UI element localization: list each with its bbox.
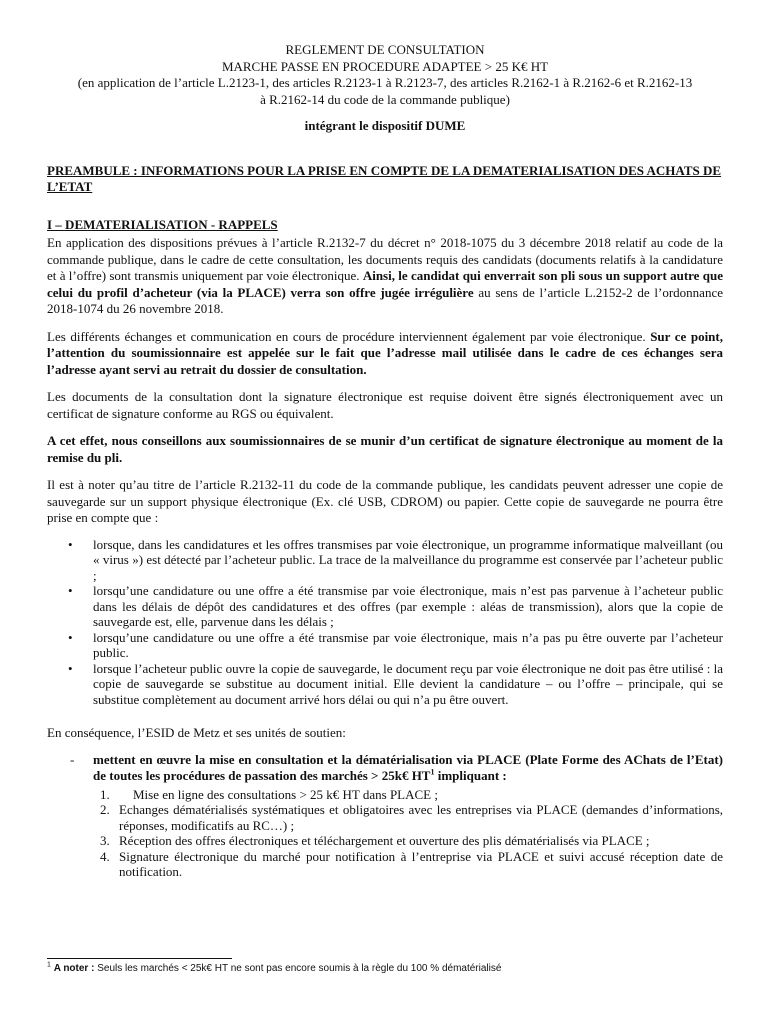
step-text: Réception des offres électroniques et téléchargement et ouverture des plis dématérialisés via PLACE ;	[119, 833, 650, 848]
footnote-divider	[47, 958, 232, 959]
header-legal-reference: (en application de l’article L.2123-1, des articles R.2123-1 à R.2123-7, des articles R.2162-1 à R.2162-6 et R.2162-13	[77, 75, 693, 90]
header-subtitle: MARCHE PASSE EN PROCEDURE ADAPTEE > 25 K€ HT	[221, 58, 549, 74]
step-item	[100, 786, 723, 803]
dash-list-item-bold: mettent en œuvre la mise en consultation et la dématérialisation via PLACE (Plate Forme des AChats de l’Etat) de toutes les procédures de passation des marchés > 25k€ HT	[93, 751, 723, 783]
list-item-text: lorsque l’acheteur public ouvre la copie de sauvegarde, le document reçu par voie électronique ne doit pas être utilisé : la copie de sauvegarde se substitue au document initial. Elle devient la candidature – ou l’offre – principale, qui se substitue complètement au document arrivé hors délai ou qui n’a pu être ouvert.	[93, 660, 723, 707]
step-number: 3.	[100, 833, 110, 848]
paragraph-certificate-advice	[47, 433, 723, 466]
step-text: Mise en ligne des consultations > 25 k€ HT dans PLACE ;	[133, 786, 438, 802]
footnote	[47, 963, 501, 975]
bullet-icon: •	[68, 629, 73, 645]
paragraph-exchanges-text: Les différents échanges et communication en cours de procédure interviennent également par voie électronique.	[47, 328, 651, 344]
step-item	[100, 848, 723, 880]
footnote-reference: 1	[430, 767, 435, 777]
header-legal-reference-cont: à R.2162-14 du code de la commande publique)	[260, 91, 510, 107]
step-item	[100, 833, 723, 849]
paragraph-decree-tail: au sens de l’article L.2152-2 de l’ordonnance 2018-1074 du 26 novembre 2018.	[47, 284, 723, 316]
bullet-icon: •	[68, 536, 73, 552]
section-title: I – DEMATERIALISATION - RAPPELS	[47, 216, 278, 232]
header-dume: intégrant le dispositif DUME	[304, 118, 466, 133]
document-header	[47, 42, 723, 135]
list-item-text: lorsqu’une candidature ou une offre a été transmise par voie électronique, mais n’a pas pu être ouverte par l’acheteur public.	[93, 629, 723, 660]
paragraph-decree	[47, 235, 723, 318]
footnote-label: A noter :	[53, 963, 95, 974]
footnote-number: 1	[47, 961, 51, 969]
dash-list-item	[47, 752, 723, 785]
paragraph-exchanges-bold: Sur ce point, l’attention du soumissionnaire est appelée sur le fait que l’adresse mail utilisée dans le cadre de ces échanges sera l’adresse ayant servi au retrait du dossier de consultation.	[47, 328, 723, 377]
bullet-icon: •	[68, 583, 73, 598]
list-item-text: lorsqu’une candidature ou une offre a été transmise par voie électronique, mais n’est pas parvenue à l’acheteur public dans les délais de dépôt des candidatures et des offres (par exemple : aléas de transmission), alors que la copie de sauvegarde est, elle, parvenue dans les délais ;	[93, 583, 723, 629]
paragraph-consequence: En conséquence, l’ESID de Metz et ses unités de soutien:	[47, 725, 346, 740]
bullet-icon: •	[68, 660, 73, 676]
paragraph-decree-text: En application des dispositions prévues à l’article R.2132-7 du décret n° 2018-1075 du 3 décembre 2018 relatif au code de la commande publique, dans le cadre de cette consultation, les documents requis des candidats (documents relatifs à la candidature et à l’offre) sont transmis uniquement par voie électronique.	[47, 235, 723, 283]
step-item	[100, 802, 723, 833]
step-number: 2.	[100, 802, 110, 817]
paragraph-exchanges	[47, 329, 723, 379]
list-item	[68, 583, 723, 630]
list-item	[68, 629, 723, 661]
backup-conditions-list	[47, 537, 723, 708]
dash-list-item-tail: impliquant :	[434, 768, 507, 783]
paragraph-certificate-advice-bold: A cet effet, nous conseillons aux soumissionnaires de se munir d’un certificat de signature électronique au moment de la remise du pli.	[47, 433, 723, 465]
list-item-text: lorsque, dans les candidatures et les offres transmises par voie électronique, un programme informatique malveillant (ou « virus ») est détecté par l’acheteur public. La trace de la malveillance du programme est conservée par l’acheteur public ;	[93, 536, 723, 583]
list-item	[68, 660, 723, 708]
dash-bullet-icon: -	[70, 751, 75, 767]
step-text: Signature électronique du marché pour notification à l’entreprise via PLACE et suivi accusé réception date de notification.	[119, 848, 723, 879]
steps-list	[47, 787, 723, 880]
preambule-heading: PREAMBULE : INFORMATIONS POUR LA PRISE EN COMPTE DE LA DEMATERIALISATION DES ACHATS DE L’ETAT	[47, 162, 722, 194]
header-title: REGLEMENT DE CONSULTATION	[285, 42, 485, 57]
paragraph-backup-copy: Il est à noter qu’au titre de l’article R.2132-11 du code de la commande publique, les candidats peuvent adresser une copie de sauvegarde sur un support physique électronique (Ex. clé USB, CDROM) ou papier. Cette copie de sauvegarde ne pourra être prise en compte que :	[47, 477, 723, 525]
paragraph-decree-bold: Ainsi, le candidat qui enverrait son pli sous un support autre que celui du profil d’acheteur (via la PLACE) verra son offre jugée irrégulière	[47, 268, 723, 300]
footnote-text: Seuls les marchés < 25k€ HT ne sont pas encore soumis à la règle du 100 % dématérialisé	[94, 963, 502, 974]
step-text: Echanges dématérialisés systématiques et obligatoires avec les entreprises via PLACE (demandes d’informations, réponses, modificatifs au RC…) ;	[119, 802, 723, 833]
step-number: 1.	[100, 786, 110, 802]
paragraph-signature: Les documents de la consultation dont la signature électronique est requise doivent être signés électroniquement avec un certificat de signature conforme au RGS ou équivalent.	[47, 389, 723, 421]
step-number: 4.	[100, 848, 110, 864]
list-item	[68, 536, 723, 584]
